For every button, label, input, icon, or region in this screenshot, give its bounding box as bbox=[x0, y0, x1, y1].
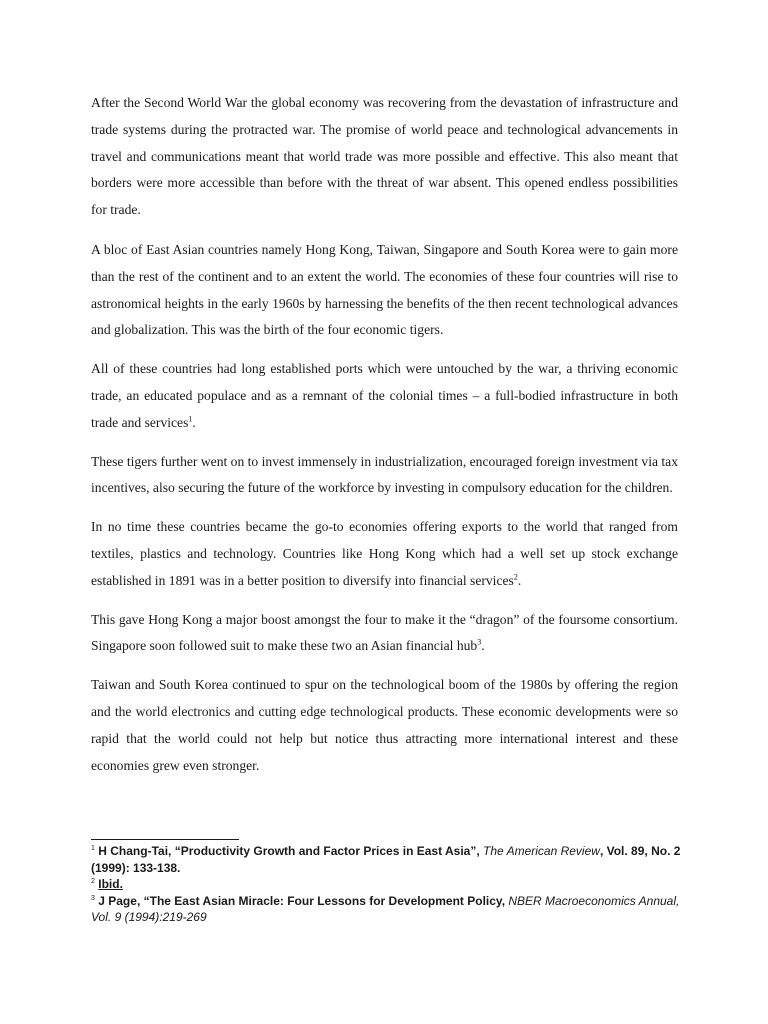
footnote-3: $^3$ J Page, “The East Asian Miracle: Four Lessons for Development Policy, NBER Macroeconomics Annual, Vol. 9 (1994):219-269 bbox=[91, 893, 680, 924]
paragraph-5: In no time these countries became the go-to economies offering exports to the world that ranged from textiles, plastics and technology. Countries like Hong Kong which had a well set up stock exchange established in 1891 was in a better position to diversify into financial services$^2$. bbox=[91, 519, 678, 588]
body-text bbox=[91, 90, 678, 791]
footnote-ref-1[interactable]: 1 bbox=[188, 414, 193, 424]
paragraph-3: All of these countries had long established ports which were untouched by the war, a thriving economic trade, an educated populace and as a remnant of the colonial times – a full-bodied infrastructure in both trade and services$^1$. bbox=[91, 361, 678, 430]
footnotes bbox=[91, 843, 691, 926]
footnote-1: $^1$ H Chang-Tai, “Productivity Growth and Factor Prices in East Asia”, The American Review, Vol. 89, No. 2 (1999): 133-138. bbox=[91, 844, 681, 875]
ibid-link[interactable]: Ibid. bbox=[98, 877, 123, 891]
paragraph-1: After the Second World War the global economy was recovering from the devastation of infrastructure and trade systems during the protracted war. The promise of world peace and technological advancements in travel and communications meant that world trade was more possible and effective. This also meant that borders were more accessible than before with the threat of war absent. This opened endless possibilities for trade. bbox=[91, 95, 678, 218]
footnote-separator bbox=[91, 839, 239, 840]
footnote-ref-3[interactable]: 3 bbox=[477, 637, 482, 647]
paragraph-4: These tigers further went on to invest immensely in industrialization, encouraged foreign investment via tax incentives, also securing the future of the workforce by investing in compulsory education for the children. bbox=[91, 453, 679, 496]
footnote-ref-2[interactable]: 2 bbox=[513, 572, 518, 582]
paragraph-7: Taiwan and South Korea continued to spur on the technological boom of the 1980s by offering the region and the world electronics and cutting edge technological products. These economic developments were so rapid that the world could not help but notice thus attracting more international interest and these economies grew even stronger. bbox=[91, 677, 678, 773]
footnote-2: $^2$ Ibid. bbox=[91, 877, 123, 891]
paragraph-2: A bloc of East Asian countries namely Hong Kong, Taiwan, Singapore and South Korea were to gain more than the rest of the continent and to an extent the world. The economies of these four countries will rise to astronomical heights in the early 1960s by harnessing the benefits of the then recent technological advances and globalization. This was the birth of the four economic tigers. bbox=[91, 241, 678, 338]
paragraph-6: This gave Hong Kong a major boost amongst the four to make it the “dragon” of the foursome consortium. Singapore soon followed suit to make these two an Asian financial hub$^3$. bbox=[91, 611, 678, 654]
